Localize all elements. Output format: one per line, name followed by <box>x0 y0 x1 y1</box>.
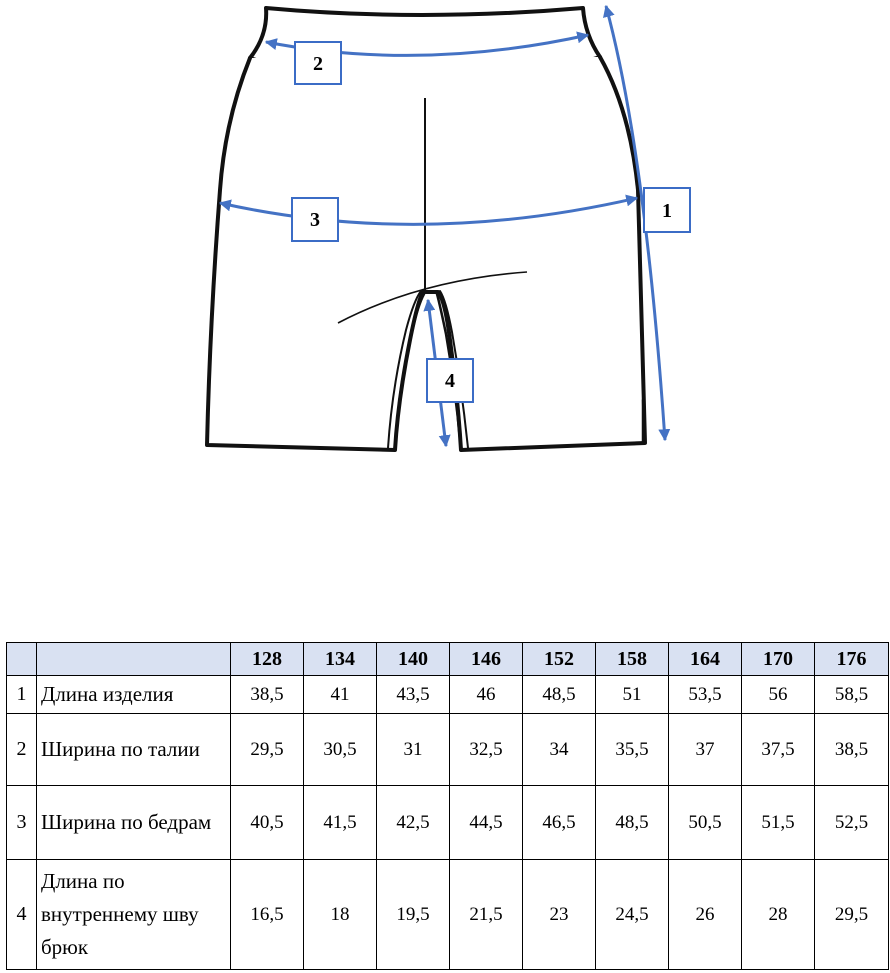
size-header-cell: 176 <box>815 643 889 676</box>
value-cell: 21,5 <box>450 860 523 970</box>
label-1 <box>644 188 690 232</box>
value-cell: 50,5 <box>669 786 742 860</box>
value-cell: 16,5 <box>231 860 304 970</box>
row-name: Длина изделия <box>37 676 231 714</box>
value-cell: 34 <box>523 714 596 786</box>
value-cell: 51,5 <box>742 786 815 860</box>
value-cell: 30,5 <box>304 714 377 786</box>
value-cell: 32,5 <box>450 714 523 786</box>
value-cell: 29,5 <box>815 860 889 970</box>
svg-text:3: 3 <box>310 209 320 231</box>
header-index-cell <box>7 643 37 676</box>
size-header-row <box>7 643 889 676</box>
value-cell: 58,5 <box>815 676 889 714</box>
value-cell: 24,5 <box>596 860 669 970</box>
row-index: 1 <box>7 676 37 714</box>
value-cell: 29,5 <box>231 714 304 786</box>
value-cell: 41 <box>304 676 377 714</box>
header-name-cell <box>37 643 231 676</box>
value-cell: 19,5 <box>377 860 450 970</box>
value-cell: 28 <box>742 860 815 970</box>
value-cell: 48,5 <box>523 676 596 714</box>
value-cell: 31 <box>377 714 450 786</box>
value-cell: 38,5 <box>815 714 889 786</box>
value-cell: 44,5 <box>450 786 523 860</box>
size-header-cell: 152 <box>523 643 596 676</box>
value-cell: 23 <box>523 860 596 970</box>
svg-text:1: 1 <box>662 200 672 222</box>
value-cell: 43,5 <box>377 676 450 714</box>
label-4 <box>427 359 473 402</box>
table-row <box>7 676 889 714</box>
value-cell: 40,5 <box>231 786 304 860</box>
size-table <box>6 642 889 970</box>
size-header-cell: 146 <box>450 643 523 676</box>
value-cell: 53,5 <box>669 676 742 714</box>
label-2 <box>295 42 341 84</box>
value-cell: 46,5 <box>523 786 596 860</box>
row-index: 3 <box>7 786 37 860</box>
value-cell: 41,5 <box>304 786 377 860</box>
size-header-cell: 170 <box>742 643 815 676</box>
row-name: Ширина по талии <box>37 714 231 786</box>
value-cell: 38,5 <box>231 676 304 714</box>
value-cell: 18 <box>304 860 377 970</box>
value-cell: 37 <box>669 714 742 786</box>
size-header-cell: 164 <box>669 643 742 676</box>
table-row <box>7 786 889 860</box>
value-cell: 52,5 <box>815 786 889 860</box>
size-header-cell: 134 <box>304 643 377 676</box>
value-cell: 37,5 <box>742 714 815 786</box>
size-header-cell: 128 <box>231 643 304 676</box>
value-cell: 48,5 <box>596 786 669 860</box>
value-cell: 42,5 <box>377 786 450 860</box>
size-header-cell: 140 <box>377 643 450 676</box>
row-name: Ширина по бедрам <box>37 786 231 860</box>
row-name: Длина по внутреннему шву брюк <box>37 860 231 970</box>
value-cell: 46 <box>450 676 523 714</box>
table-row <box>7 714 889 786</box>
label-3 <box>292 198 338 241</box>
size-header-cell: 158 <box>596 643 669 676</box>
table-row <box>7 860 889 970</box>
value-cell: 26 <box>669 860 742 970</box>
row-index: 2 <box>7 714 37 786</box>
svg-text:4: 4 <box>445 370 455 392</box>
value-cell: 56 <box>742 676 815 714</box>
value-cell: 51 <box>596 676 669 714</box>
value-cell: 35,5 <box>596 714 669 786</box>
row-index: 4 <box>7 860 37 970</box>
svg-text:2: 2 <box>313 53 323 75</box>
